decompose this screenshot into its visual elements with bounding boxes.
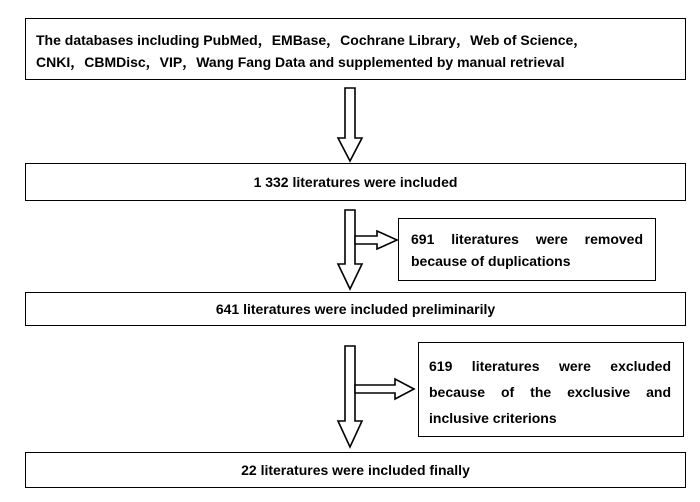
down-arrow-2: [338, 210, 362, 289]
included-final-label: 22 literatures were included finally: [241, 462, 470, 478]
down-arrow-3: [338, 346, 362, 447]
included-preliminary-label: 641 literatures were included preliminarily: [215, 301, 496, 317]
excluded-line-3: inclusive criterions: [429, 410, 557, 426]
right-arrow-1: [355, 231, 397, 249]
included-total-label: 1 332 literatures were included: [253, 174, 458, 190]
removed-line-2: because of duplications: [411, 253, 571, 269]
excluded-line-1: 619 literatures were excluded: [429, 358, 671, 374]
databases-line-2: CNKI，CBMDisc，VIP，Wang Fang Data and supplemented by manual retrieval: [36, 54, 565, 70]
excluded-line-2: because of the exclusive and: [429, 384, 671, 400]
removed-line-1: 691 literatures were removed: [411, 231, 643, 247]
right-arrow-2: [355, 379, 414, 399]
databases-line-1: The databases including PubMed，EMBase，Cochrane Library，Web of Science，: [36, 32, 588, 48]
down-arrow-1: [338, 88, 362, 161]
